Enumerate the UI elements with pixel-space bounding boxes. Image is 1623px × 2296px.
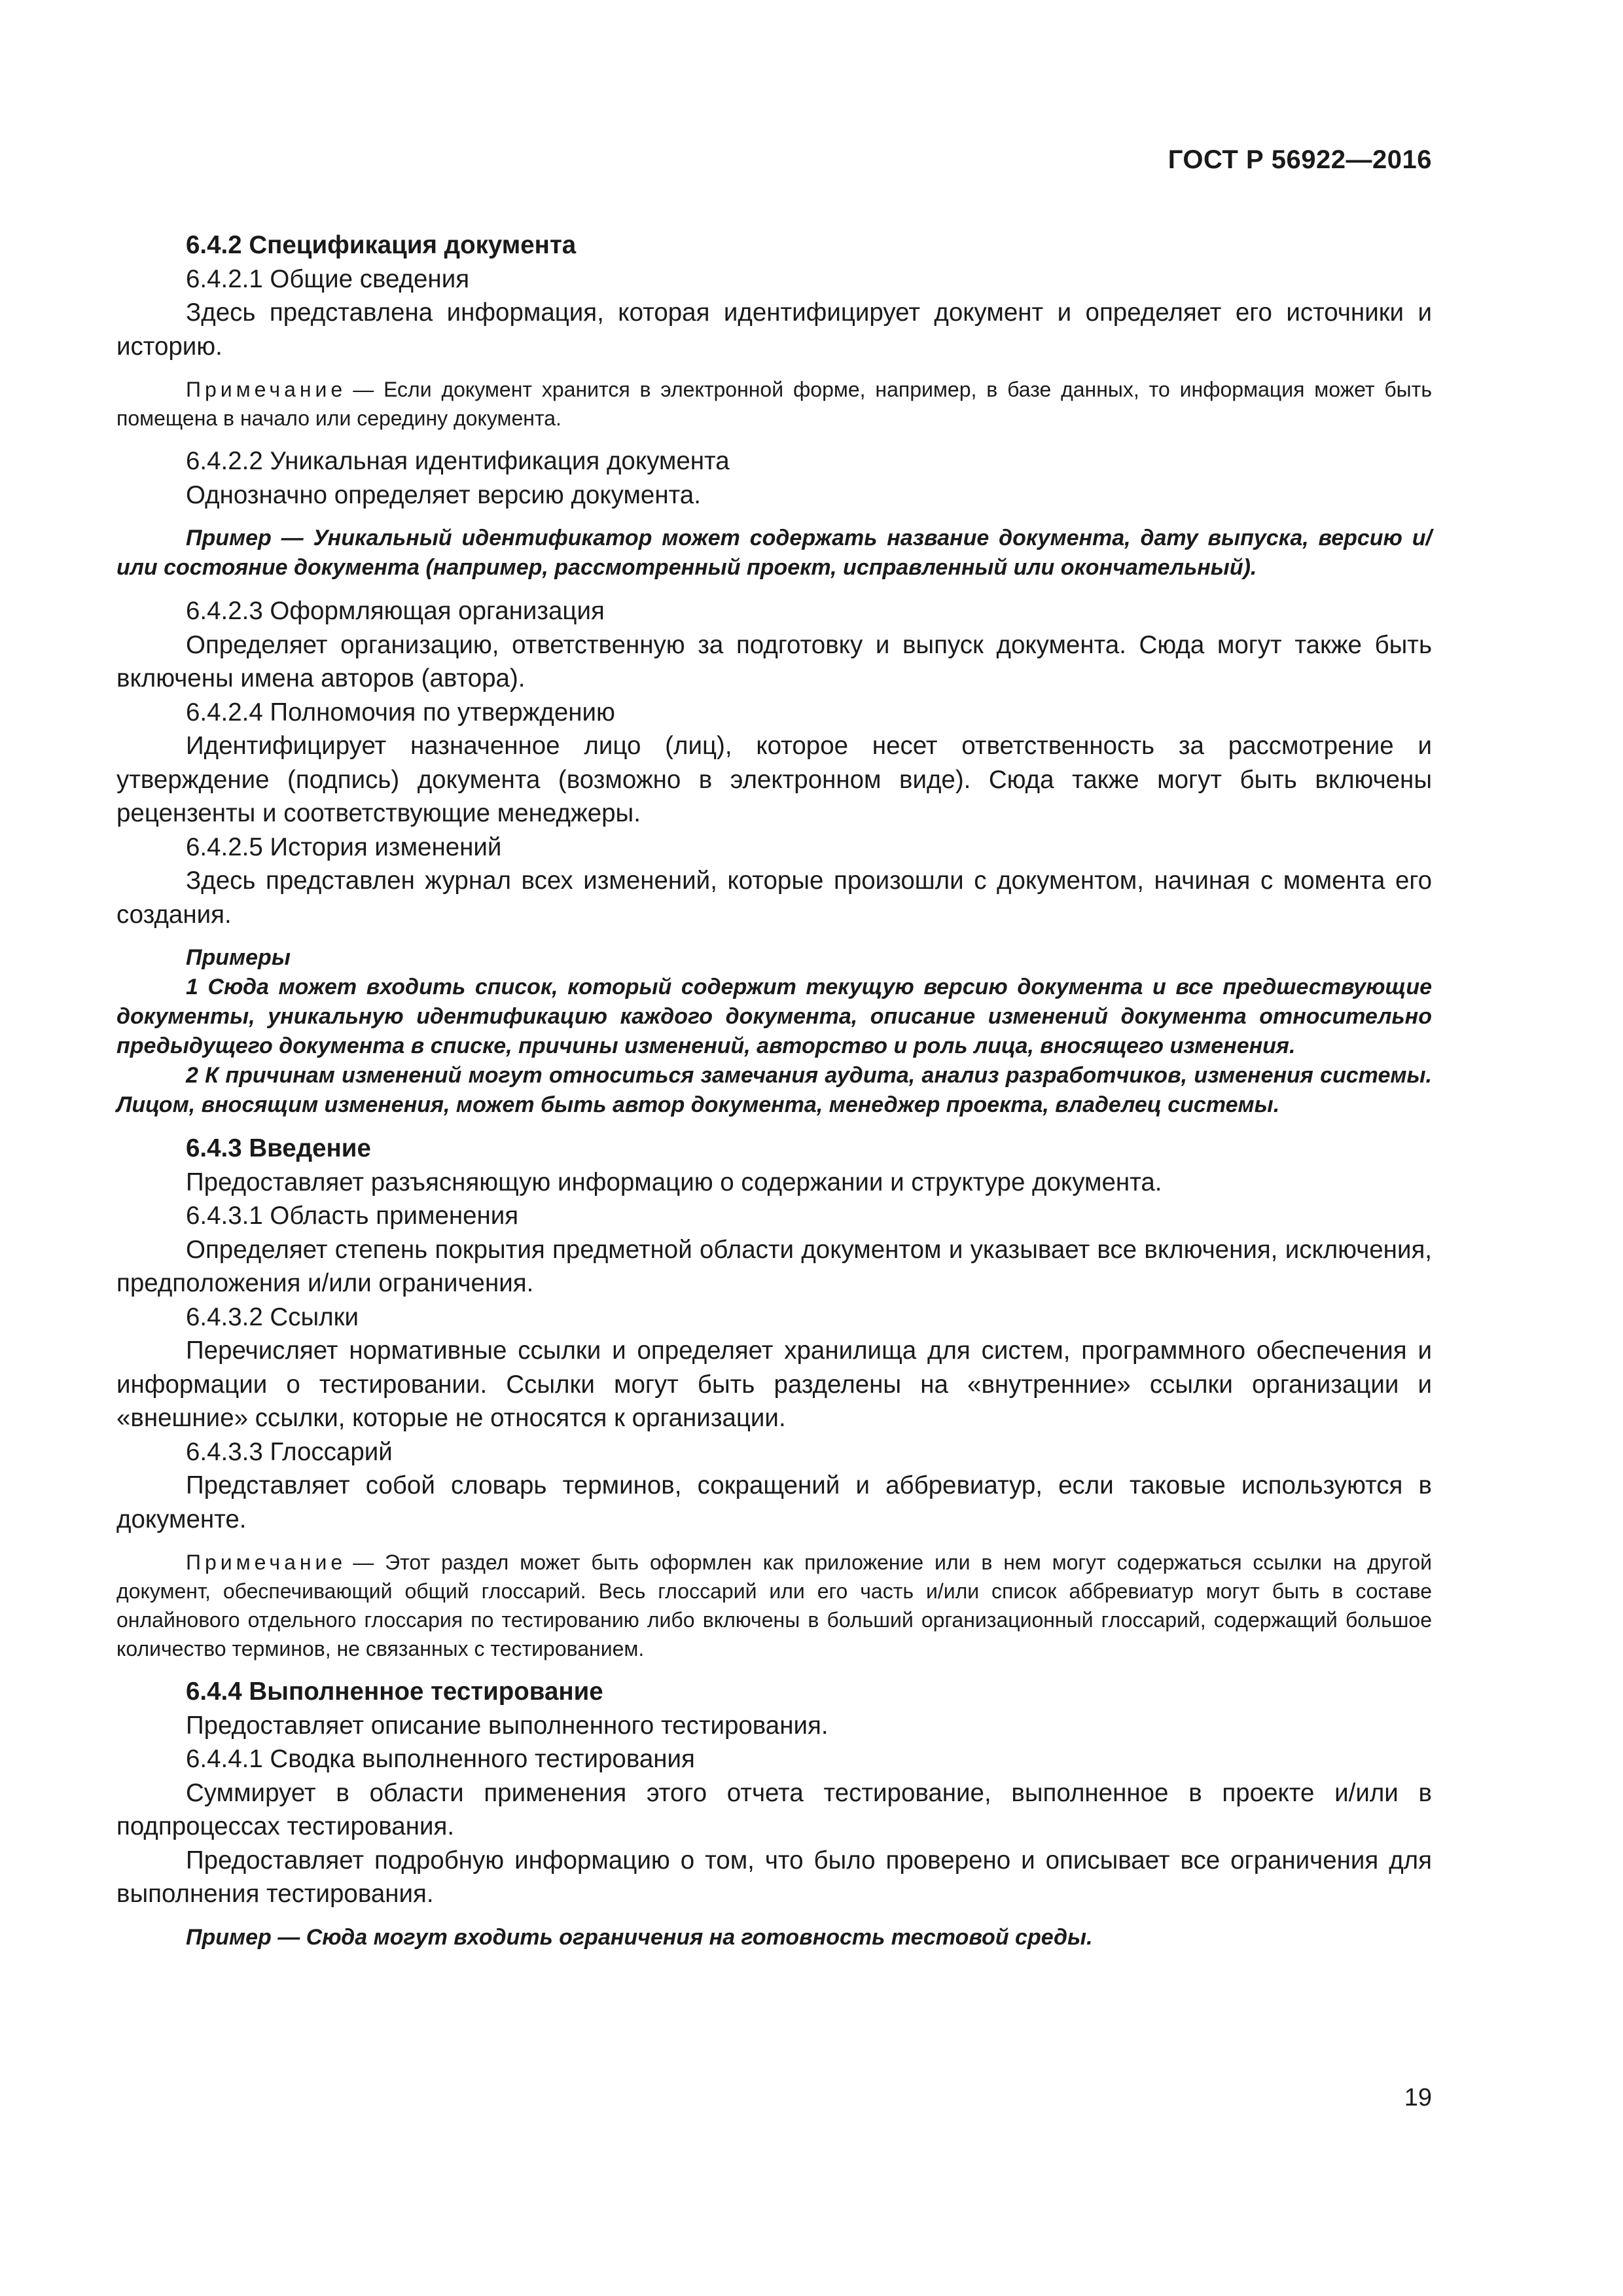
subsection-heading: 6.4.2.1 Общие сведения <box>186 264 470 293</box>
subsection-heading: 6.4.2.4 Полномочия по утверждению <box>186 698 615 726</box>
note-text: — Этот раздел может быть оформлен как приложение или в нем могут содержаться ссылки на другой документ, обеспечивающий общий глоссарий. Весь глоссарий или его часть и/или список аббревиатур могут быть в составе онлайнового отдельного глоссария по тестированию либо включены в больший организационный глоссарий, содержащий большое количество терминов, не связанных с тестированием. <box>116 1551 1432 1660</box>
note-label: Примечание <box>186 1551 347 1574</box>
section-heading: 6.4.3 Введение <box>186 1134 371 1162</box>
page-number: 19 <box>1404 2084 1432 2111</box>
example: Пример — Уникальный идентификатор может содержать название документа, дату выпуска, версию и/или состояние документа (например, рассмотренный проект, исправленный или окончательный). <box>116 526 1432 580</box>
example-item: 2 К причинам изменений могут относиться замечания аудита, анализ разработчиков, изменения системы. Лицом, вносящим изменения, может быть автор документа, менеджер проекта, владелец системы. <box>116 1063 1432 1117</box>
document-code: ГОСТ Р 56922—2016 <box>1168 145 1432 174</box>
note <box>116 375 1432 433</box>
subsection-heading: 6.4.3.1 Область применения <box>186 1202 519 1230</box>
body-paragraph: Определяет степень покрытия предметной области документом и указывает все включения, исключения, предположения и/или ограничения. <box>116 1235 1432 1297</box>
body-paragraph: Предоставляет разъясняющую информацию о содержании и структуре документа. <box>186 1168 1162 1196</box>
subsection-heading: 6.4.4.1 Сводка выполненного тестирования <box>186 1745 695 1773</box>
section-heading: 6.4.2 Спецификация документа <box>186 231 577 259</box>
body-paragraph: Здесь представлена информация, которая идентифицирует документ и определяет его источники и историю. <box>116 298 1432 361</box>
body-paragraph: Однозначно определяет версию документа. <box>186 480 701 509</box>
body-paragraph: Определяет организацию, ответственную за подготовку и выпуск документа. Сюда могут также быть включены имена авторов (автора). <box>116 630 1432 692</box>
note-label: Примечание <box>186 378 347 401</box>
body-paragraph: Здесь представлен журнал всех изменений, которые произошли с документом, начиная с момента его создания. <box>116 867 1432 929</box>
body-paragraph: Предоставляет подробную информацию о том, что было проверено и описывает все ограничения для выполнения тестирования. <box>116 1846 1432 1908</box>
body-paragraph: Идентифицирует назначенное лицо (лиц), которое несет ответственность за рассмотрение и утверждение (подпись) документа (возможно в электронном виде). Сюда также могут быть включены рецензенты и соответствующие менеджеры. <box>116 732 1432 827</box>
note-text: — Если документ хранится в электронной форме, например, в базе данных, то информация может быть помещена в начало или середину документа. <box>116 378 1432 430</box>
example-item: 1 Сюда может входить список, который содержит текущую версию документа и все предшествующие документы, уникальную идентификацию каждого документа, описание изменений документа относительно предыдущего документа в списке, причины изменений, авторство и роль лица, вносящего изменения. <box>116 975 1432 1058</box>
body-paragraph: Представляет собой словарь терминов, сокращений и аббревиатур, если таковые используются в документе. <box>116 1471 1432 1534</box>
example: Пример — Сюда могут входить ограничения на готовность тестовой среды. <box>186 1924 1093 1950</box>
subsection-heading: 6.4.3.3 Глоссарий <box>186 1437 393 1466</box>
examples-title: Примеры <box>186 945 291 970</box>
body-paragraph: Предоставляет описание выполненного тестирования. <box>186 1711 829 1740</box>
examples-block <box>116 943 1432 1120</box>
body-paragraph: Суммирует в области применения этого отчета тестирование, выполненное в проекте и/или в подпроцессах тестирования. <box>116 1778 1432 1840</box>
body-paragraph: Перечисляет нормативные ссылки и определяет хранилища для систем, программного обеспечения и информации о тестировании. Ссылки могут быть разделены на «внутренние» ссылки организации и «внешние» ссылки, которые не относятся к организации. <box>116 1336 1432 1432</box>
subsection-heading: 6.4.3.2 Ссылки <box>186 1302 359 1331</box>
subsection-heading: 6.4.2.3 Оформляющая организация <box>186 597 605 625</box>
subsection-heading: 6.4.2.2 Уникальная идентификация документа <box>186 447 730 475</box>
note <box>116 1548 1432 1663</box>
section-heading: 6.4.4 Выполненное тестирование <box>186 1677 603 1706</box>
document-content <box>116 147 1432 1952</box>
subsection-heading: 6.4.2.5 История изменений <box>186 833 502 861</box>
